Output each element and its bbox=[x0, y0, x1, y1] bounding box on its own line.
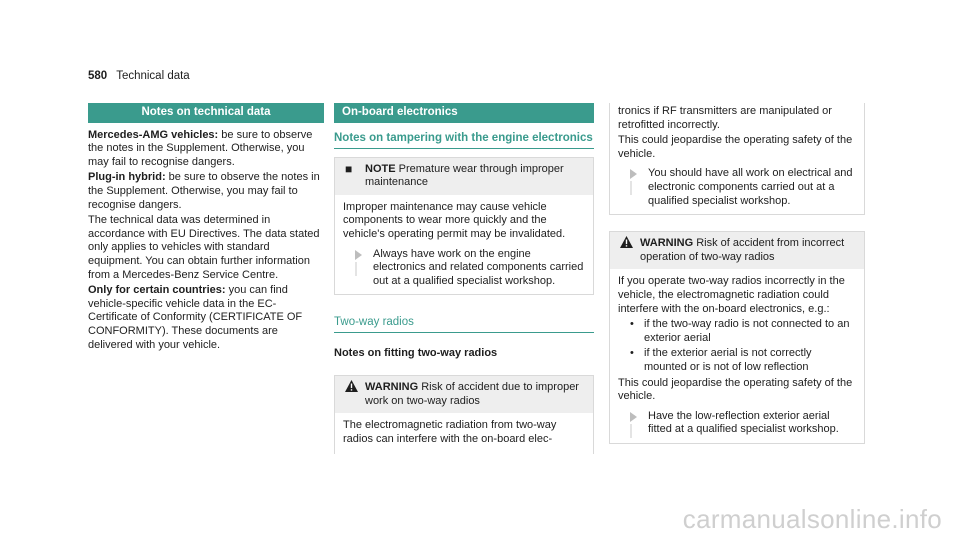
heading-two-way-radios: Two-way radios bbox=[334, 315, 594, 333]
warning-head-1: WARNING Risk of accident due to improper work on two-way radios bbox=[335, 376, 593, 413]
note-icon: ■ bbox=[345, 161, 353, 176]
note-head: ■ NOTE Premature wear through improper maintenance bbox=[335, 158, 593, 195]
note-body: Improper maintenance may cause vehicle components to wear more quickly and the vehicle's operating permit may be invalidated. bbox=[343, 200, 566, 240]
paragraph-amg: Mercedes-AMG vehicles: be sure to observe the notes in the Supplement. Otherwise, you may fail to recognise dangers. bbox=[88, 128, 313, 168]
column-onboard-electronics bbox=[334, 103, 594, 454]
page-header bbox=[88, 70, 190, 84]
warning-box-2 bbox=[609, 231, 865, 444]
watermark: carmanualsonline.info bbox=[682, 504, 942, 533]
warning-box-1-continued bbox=[609, 103, 865, 215]
section-title: Technical data bbox=[116, 70, 190, 82]
warning-body-2: If you operate two-way radios incorrectly in the vehicle, the electromagnetic radiation could interfere with the on-board electronics, e.g.: bbox=[618, 275, 845, 315]
warning-cont-2: This could jeopardise the operating safety of the vehicle. bbox=[618, 134, 853, 160]
page-number: 580 bbox=[88, 70, 108, 82]
column-technical-data bbox=[88, 103, 324, 354]
subheading-fitting: Notes on fitting two-way radios bbox=[334, 347, 498, 360]
paragraph-countries: Only for certain countries: you can find vehicle-specific vehicle data in the EC-Certificate of Conformity (CERTIFICATE OF CONFORMITY). These documents are delivered with your vehicle. bbox=[88, 284, 303, 351]
play-arrow-icon bbox=[630, 412, 637, 422]
warning-cont-1: tronics if RF transmitters are manipulated or retrofitted incorrectly. bbox=[618, 105, 832, 131]
warning-head-2: WARNING Risk of accident from incorrect operation of two-way radios bbox=[610, 232, 864, 269]
warning-cont-action: You should have all work on electrical and electronic components carried out at a qualified specialist workshop. bbox=[618, 167, 856, 208]
heading-tampering: Notes on tampering with the engine electronics bbox=[334, 131, 594, 149]
warning-bullets bbox=[618, 318, 856, 374]
list-item: • if the exterior aerial is not correctly mounted or is not of low reflection bbox=[644, 347, 856, 374]
column-continued bbox=[609, 103, 865, 444]
warning-box-1 bbox=[334, 375, 594, 454]
list-item: • if the two-way radio is not connected to an exterior aerial bbox=[644, 318, 856, 345]
warning-body-2b: This could jeopardise the operating safety of the vehicle. bbox=[618, 376, 853, 403]
warning-icon bbox=[620, 236, 633, 248]
paragraph-directives: The technical data was determined in accordance with EU Directives. The data stated only applies to vehicles with standard equipment. You can obtain further information from a Mercedes-Benz Service Centre. bbox=[88, 214, 320, 281]
section-bar-onboard-electronics: On-board electronics bbox=[334, 103, 594, 123]
warning-body-1: The electromagnetic radiation from two-way radios can interfere with the on-board elec- bbox=[343, 419, 557, 445]
warning-icon bbox=[345, 380, 358, 392]
section-bar-technical-data: Notes on technical data bbox=[88, 103, 324, 123]
note-action: Always have work on the engine electronics and related components carried out at a qualified specialist workshop. bbox=[343, 248, 585, 289]
play-arrow-icon bbox=[630, 169, 637, 179]
paragraph-plugin-hybrid: Plug-in hybrid: be sure to observe the notes in the Supplement. Otherwise, you may fail to recognise dangers. bbox=[88, 171, 320, 211]
warning-action-2: Have the low-reflection exterior aerial fitted at a qualified specialist workshop. bbox=[618, 410, 856, 437]
note-box bbox=[334, 157, 594, 296]
play-arrow-icon bbox=[355, 250, 362, 260]
